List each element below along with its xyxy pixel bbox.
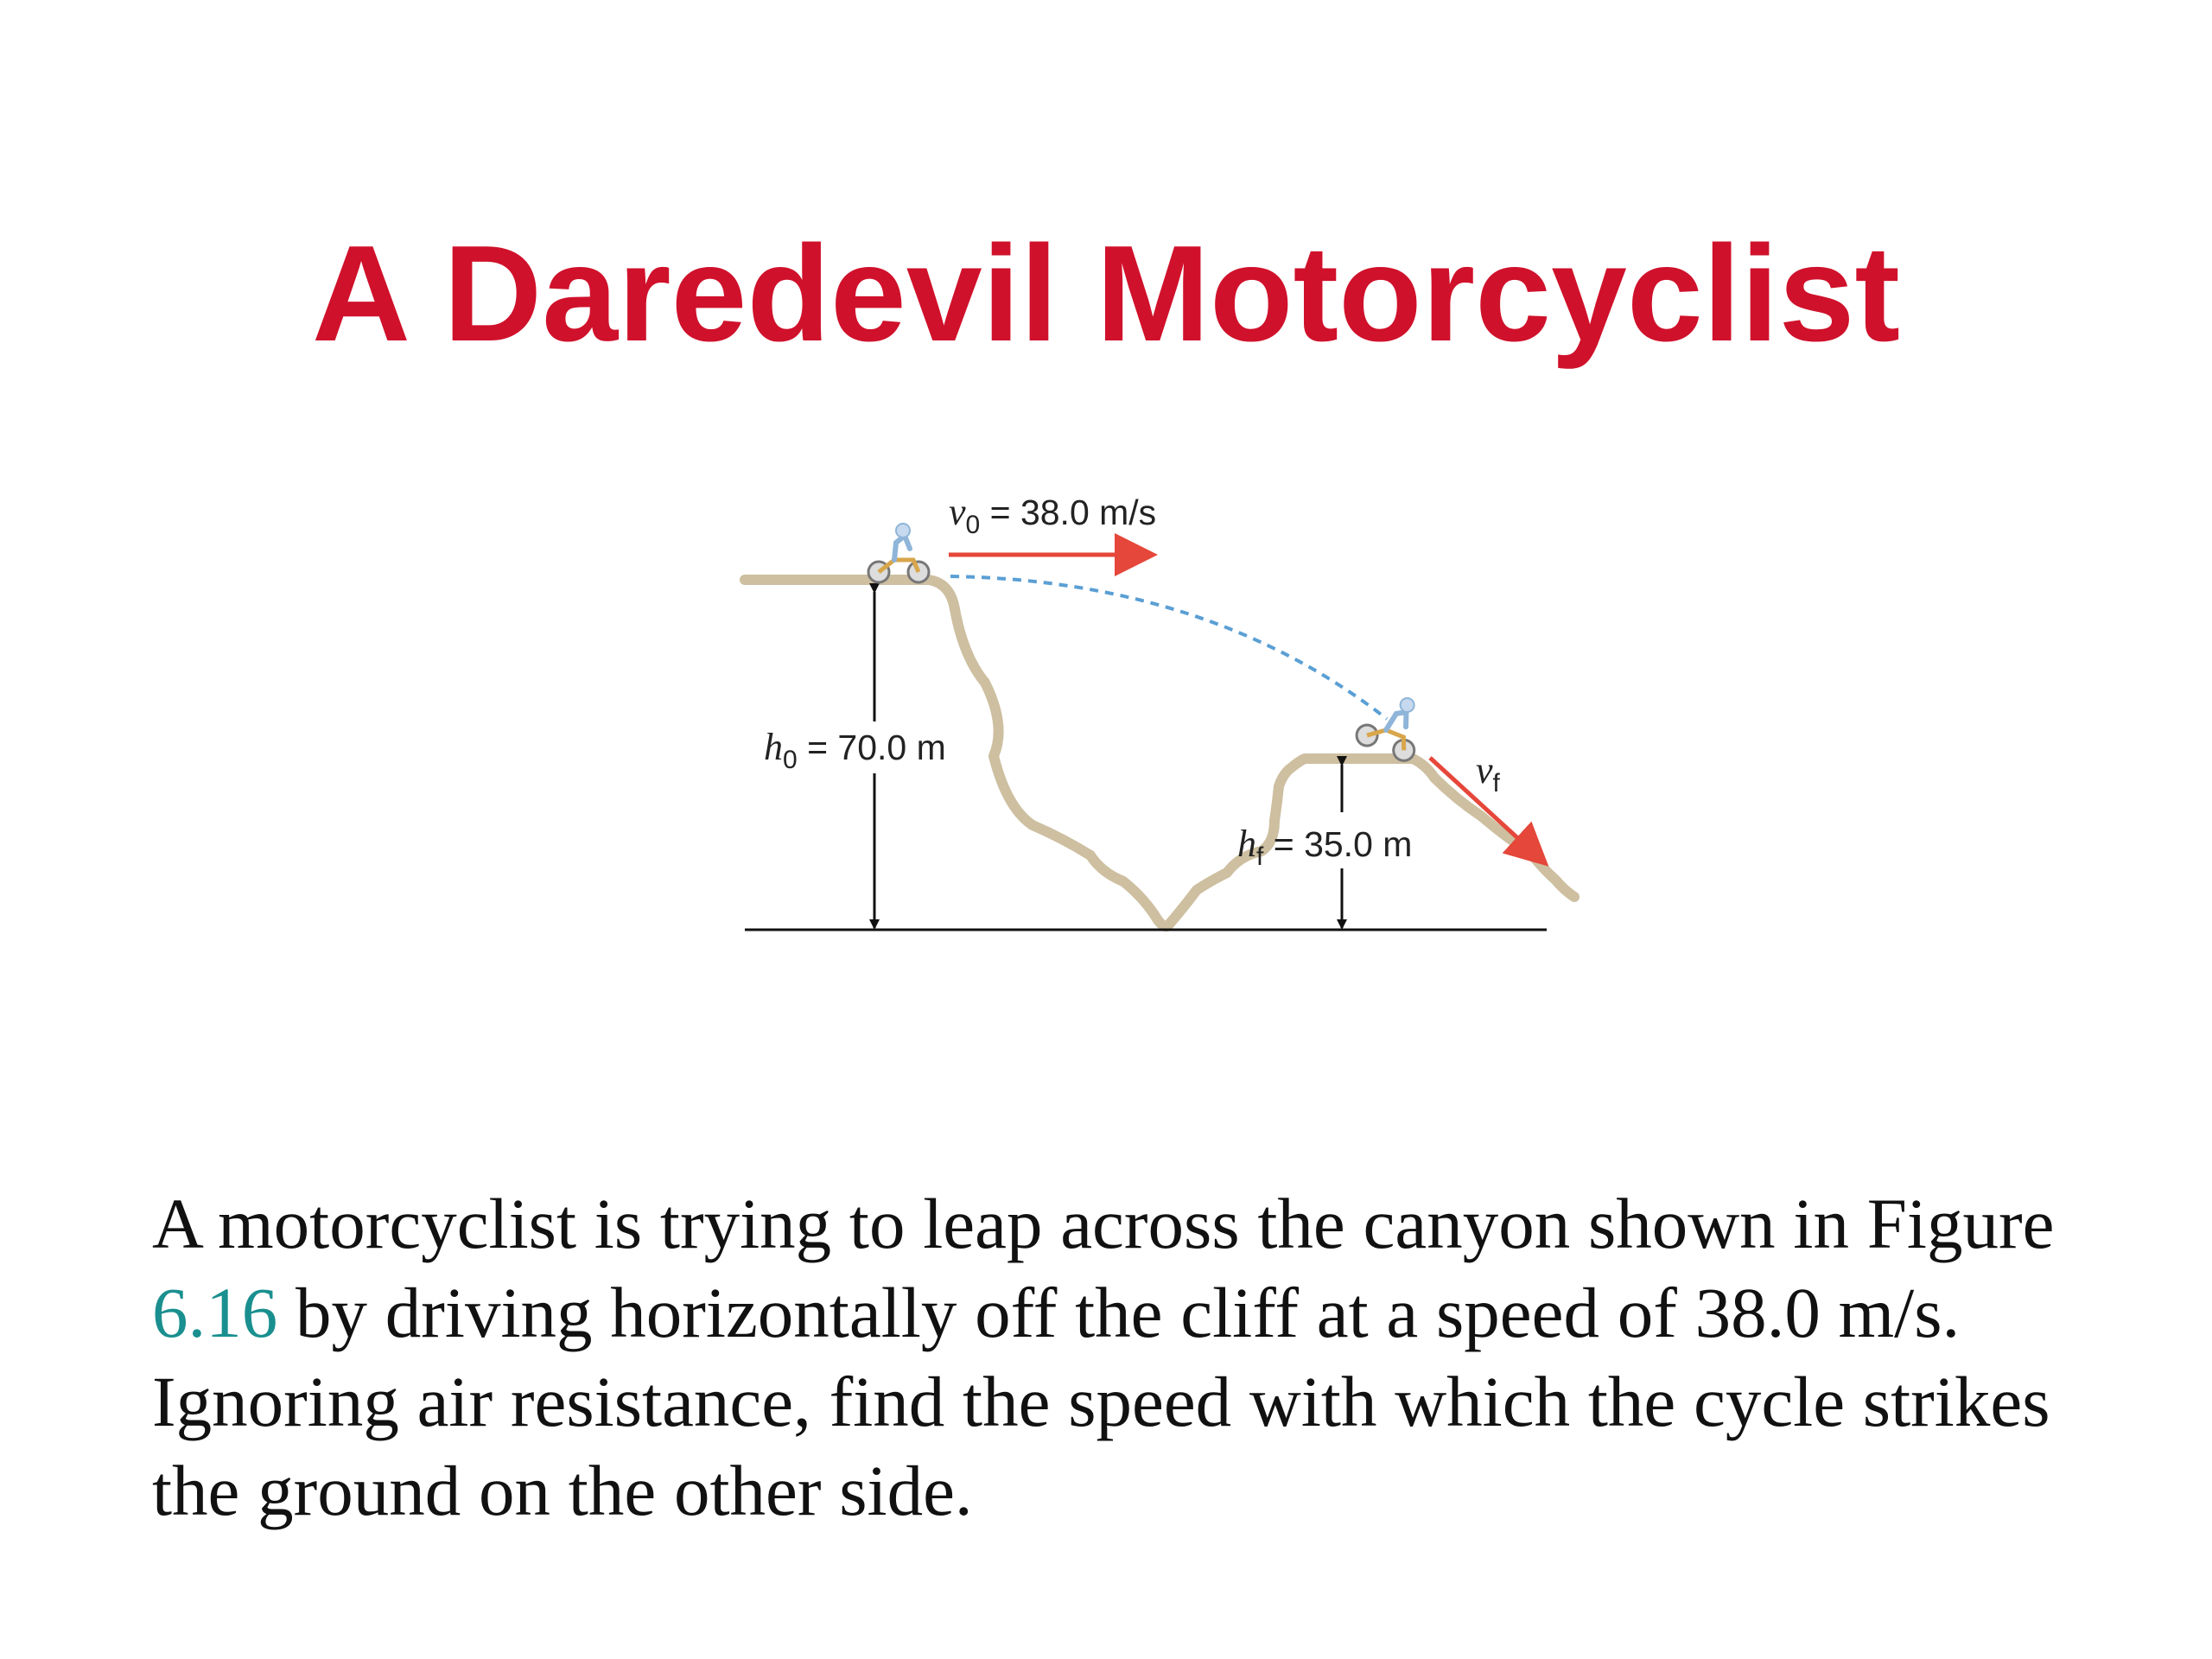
motorcycle-start-icon [868, 524, 929, 582]
hf-label: hf = 35.0 m [1237, 823, 1413, 871]
figure-reference-link[interactable]: 6.16 [152, 1273, 278, 1352]
v0-label: v0 = 38.0 m/s [949, 491, 1157, 539]
motorcycle-landing-icon [1353, 685, 1432, 764]
vf-label: vf [1476, 749, 1500, 798]
h0-label: h0 = 70.0 m [764, 726, 946, 774]
problem-text-before-ref: A motorcyclist is trying to leap across the canyon shown in Figure [152, 1184, 2055, 1263]
slide-title: A Daredevil Motorcyclist [311, 218, 1901, 370]
problem-statement [152, 1179, 2139, 1535]
problem-text-after-ref: by driving horizontally off the cliff at a speed of 38.0 m/s. Ignoring air resistance, find the speed with which the cycle strikes the ground on the other side. [152, 1273, 2050, 1530]
trajectory-path [950, 576, 1387, 719]
